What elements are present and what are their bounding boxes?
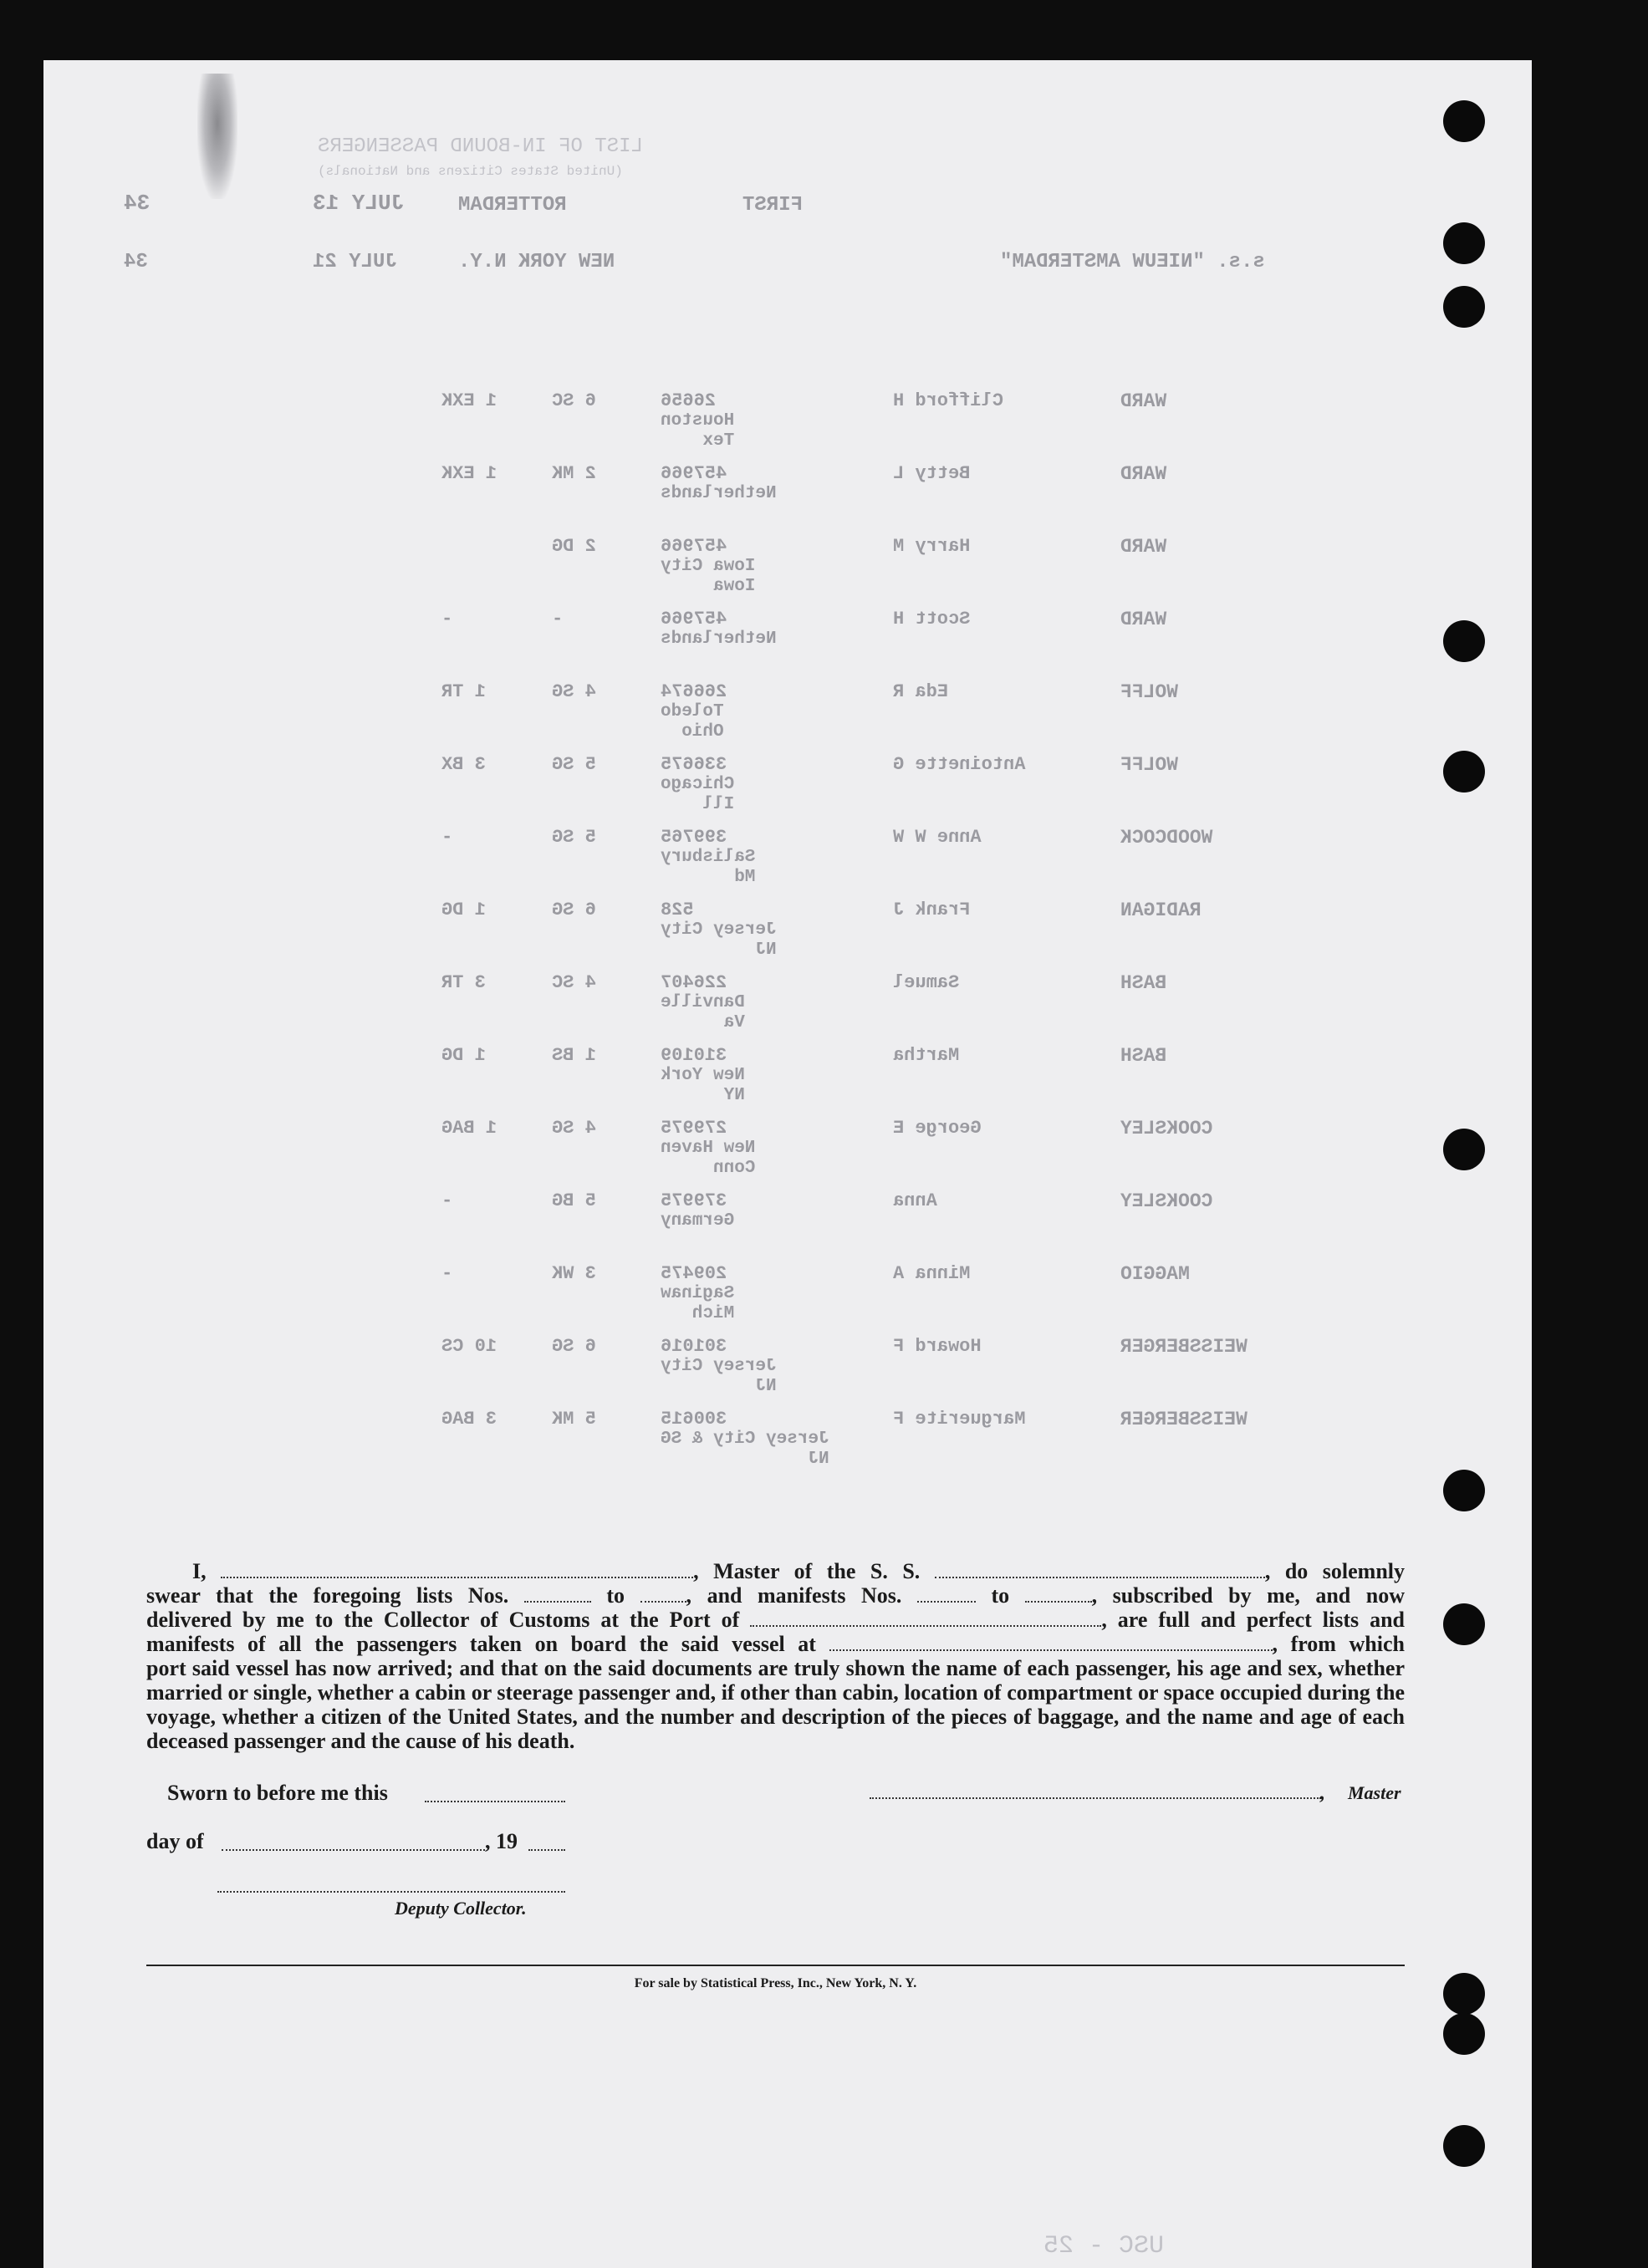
bleed-row-place: Houston Tex [661,411,735,451]
bleed-row-passport: 336675 [661,754,727,775]
bleed-header-line2: (United States Citizens and Nationals) [318,164,623,179]
bleed-year-from: 34 [124,191,151,216]
bleed-row-given: Antoinette G [893,754,1026,775]
bleed-row-given: Howard F [893,1336,982,1357]
bleed-row-given: Harry M [893,536,971,557]
bleed-row-given: Clifford H [893,390,1004,411]
bleed-row-age: 5 BG [552,1190,596,1211]
bleed-ship: s.s. "NIEUW AMSTERDAM" [1000,251,1265,273]
bleed-row-given: Anna [893,1190,937,1211]
bleed-row-place: Netherlands [661,629,777,649]
bleed-row-passport: 457966 [661,536,727,557]
bleed-row-passport: 457966 [661,609,727,629]
day-of-label: day of [146,1829,204,1853]
oath-text: , do solemnly [1264,1559,1406,1583]
bleed-header-line1: LIST OF IN-BOUND PASSENGERS [318,135,643,158]
bleed-row-given: Anne W W [893,827,982,848]
bleed-row-extra: 1 TR [441,681,486,702]
bleed-port-from: ROTTERDAM [458,194,567,217]
bleed-row-place: Saginaw Mich [661,1284,735,1323]
bleed-row-age: 6 SG [552,1336,596,1357]
oath-text: delivered by me to the Collector of Customs at the Port of [146,1608,740,1632]
oath-paragraph [146,1559,1405,1753]
bleed-row-surname: WARD [1120,463,1167,485]
bleed-row-given: Marguerite F [893,1409,1026,1430]
bleed-date-from: JULY 13 [313,191,405,216]
bleed-row-extra: - [441,1263,453,1284]
year-blank[interactable] [528,1832,565,1851]
bleed-row-passport: 399765 [661,827,727,848]
oath-text: to [991,1583,1010,1608]
bleed-row-surname: COOKSLEY [1120,1190,1213,1212]
oath-text: port said vessel has now arrived; and that on the said documents are truly shown the name of each passenger, his age and sex, whether married or single, whether a cabin or steerage passenger and, if other than cabin, location of compartment or space occupied during the voyage, whether a citizen of the United States, and the number and description of the pieces of baggage, and the name and age of each deceased passenger and the cause of his death. [146,1656,1405,1753]
master-name-blank[interactable] [221,1560,693,1578]
oath-text: to [606,1583,625,1608]
bleed-row-place: New York NY [661,1066,745,1105]
bleed-row-place: Netherlands [661,484,777,503]
bleed-row-given: Frank J [893,900,971,920]
bleed-date-to: JULY 21 [313,251,397,273]
bleed-row-surname: WARD [1120,390,1167,412]
bleed-row-extra: 3 BX [441,754,486,775]
bleed-row-extra: 1 EXK [441,390,497,411]
oath-text: , subscribed by me, and now [1091,1583,1406,1608]
port-of-departure-blank[interactable] [829,1633,1273,1651]
bleed-row-place: Jersey City NJ [661,1357,777,1396]
bleed-row-extra: 1 BAG [441,1118,497,1139]
bleed-row-age: 6 SC [552,390,596,411]
bleed-row-surname: WOODCOCK [1120,827,1213,849]
manifest-no-to-blank[interactable] [1025,1584,1092,1603]
oath-text: , Master of the S. S. [693,1559,921,1583]
bleed-row-surname: WARD [1120,609,1167,630]
master-label: Master [1348,1782,1401,1803]
bleed-row-age: 6 SG [552,900,596,920]
bleed-row-passport: 279975 [661,1118,727,1139]
bleed-row-surname: WOLFF [1120,754,1179,776]
punch-hole [1443,751,1485,793]
sworn-label: Sworn to before me this [167,1781,388,1805]
bleed-row-place: Iowa City Iowa [661,557,756,596]
manifest-no-from-blank[interactable] [917,1584,976,1603]
bleed-form-number: USC - 25 [1043,2232,1165,2260]
bleed-row-surname: BASH [1120,972,1167,994]
day-of-month-blank[interactable] [222,1832,485,1851]
bleed-row-age: 1 BS [552,1045,596,1066]
bleed-row-given: Betty L [893,463,971,484]
punch-hole [1443,620,1485,662]
ship-name-blank[interactable] [935,1560,1265,1578]
oath-text: swear that the foregoing lists Nos. [146,1583,509,1608]
bleed-row-passport: 528 [661,900,694,920]
bleed-row-given: George E [893,1118,982,1139]
document-page [43,60,1532,2268]
sworn-day-blank[interactable] [425,1784,565,1802]
signature-comma: , [1319,1782,1324,1804]
punch-hole [1443,286,1485,328]
bleed-row-passport: 209475 [661,1263,727,1284]
bleed-row-passport: 457966 [661,463,727,484]
bleed-row-passport: 226407 [661,972,727,993]
list-no-from-blank[interactable] [524,1584,591,1603]
deputy-collector-label: Deputy Collector. [395,1898,527,1919]
bleed-row-age: - [552,609,564,629]
bleed-year-to: 34 [124,251,148,273]
oath-text: , are full and perfect lists and [1101,1608,1405,1632]
bleed-row-age: 4 SG [552,681,596,702]
bleed-row-extra: 1 DG [441,900,486,920]
bleed-row-given: Scott H [893,609,971,629]
bleed-row-extra: 3 BAG [441,1409,497,1430]
bleed-row-place: Germany [661,1211,735,1231]
bleed-row-age: 5 MK [552,1409,596,1430]
punch-hole [1443,1603,1485,1645]
oath-text: , from which [1272,1632,1405,1656]
bleed-row-surname: COOKSLEY [1120,1118,1213,1139]
bleed-row-extra: - [441,827,453,848]
bleed-row-place: Jersey City & SG NJ [661,1430,829,1469]
bleed-row-place: Danville Va [661,993,745,1032]
bleed-port-to: NEW YORK N.Y. [458,251,615,273]
bleed-row-surname: WEISSBERGER [1120,1409,1247,1430]
bleed-row-given: Minna A [893,1263,971,1284]
bleed-row-extra: 1 EXK [441,463,497,484]
punch-hole [1443,1470,1485,1511]
bleed-row-extra: - [441,609,453,629]
bleed-row-place: New Haven Conn [661,1139,756,1178]
master-signature-line[interactable] [870,1797,1321,1799]
ink-smudge [197,74,237,199]
bleed-row-given: Eda R [893,681,949,702]
punch-hole [1443,222,1485,264]
bleed-row-extra: 10 CS [441,1336,497,1357]
punch-hole [1443,100,1485,142]
bleed-row-extra: - [441,1190,453,1211]
footer-imprint: For sale by Statistical Press, Inc., New York, N. Y. [634,1976,917,1990]
bleed-row-place: Salisbury Md [661,848,756,887]
deputy-signature-line[interactable] [217,1891,565,1893]
bleed-row-passport: 300615 [661,1409,727,1430]
bleed-class: FIRST [742,194,804,217]
bleed-row-given: Martha [893,1045,960,1066]
punch-hole [1443,1129,1485,1170]
punch-hole [1443,2013,1485,2055]
bleed-row-place: Toledo Ohio [661,702,724,742]
bleed-row-age: 3 WK [552,1263,596,1284]
bleed-row-surname: WOLFF [1120,681,1179,703]
footer-rule [146,1965,1405,1966]
bleed-row-age: 2 DG [552,536,596,557]
bleed-row-given: Samuel [893,972,960,993]
bleed-row-age: 5 SG [552,754,596,775]
bleed-row-passport: 379975 [661,1190,727,1211]
bleed-row-passport: 266674 [661,681,727,702]
bleed-row-age: 4 SC [552,972,596,993]
bleed-row-extra: 3 TR [441,972,486,993]
bleed-row-surname: RADIGAN [1120,900,1202,921]
punch-hole [1443,2125,1485,2167]
bleed-row-extra: 1 DG [441,1045,486,1066]
bleed-row-passport: 310109 [661,1045,727,1066]
bleed-row-passport: 26656 [661,390,717,411]
bleed-row-surname: BASH [1120,1045,1167,1067]
punch-hole [1443,1973,1485,2015]
list-no-to-blank[interactable] [640,1584,686,1603]
port-of-arrival-blank[interactable] [750,1608,1101,1627]
year-label: , 19 [485,1829,518,1853]
bleed-row-age: 4 SG [552,1118,596,1139]
oath-text: manifests of all the passengers taken on board the said vessel at [146,1632,816,1656]
bleed-row-surname: WARD [1120,536,1167,558]
bleed-row-surname: MAGGIO [1120,1263,1190,1285]
bleed-row-age: 2 MK [552,463,596,484]
bleed-row-age: 5 SG [552,827,596,848]
bleed-row-place: Jersey City NJ [661,920,777,960]
bleed-row-surname: WEISSBERGER [1120,1336,1247,1358]
oath-text: , and manifests Nos. [686,1583,902,1608]
bleed-row-place: Chicago Ill [661,775,735,814]
bleed-row-passport: 301016 [661,1336,727,1357]
oath-text: I, [192,1559,207,1583]
